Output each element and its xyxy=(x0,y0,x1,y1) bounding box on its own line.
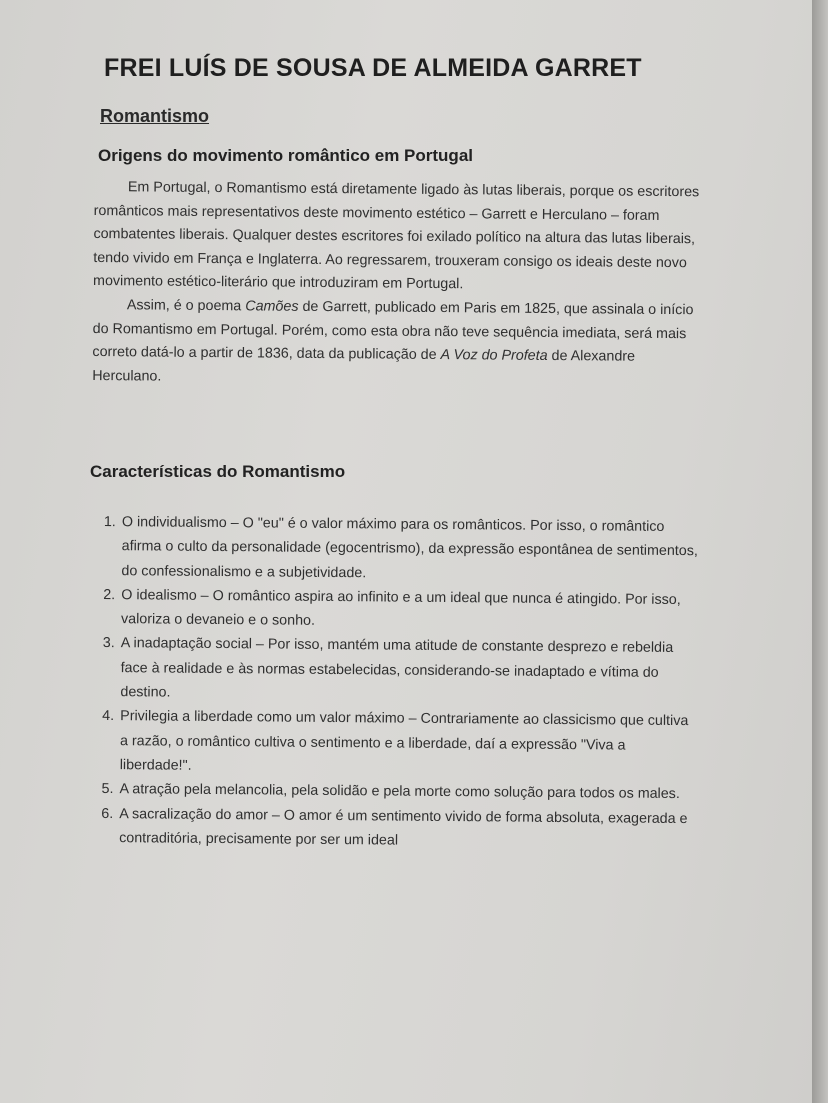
work-title-voz-do-profeta: A Voz do Profeta xyxy=(440,347,548,365)
paragraph-2-part-3: de Alexandre Herculano. xyxy=(92,348,636,385)
list-item xyxy=(102,631,699,709)
list-item-text: O idealismo – O romântico aspira ao infinito e a um ideal que nunca é atingido. Por isso, valoriza o devaneio e o sonho. xyxy=(120,587,681,630)
list-item-number: 6. xyxy=(101,805,114,822)
list-item-number: 3. xyxy=(102,635,115,652)
page-edge-shadow xyxy=(812,0,828,1103)
list-item-text: Privilegia a liberdade como um valor máximo – Contrariamente ao classicismo que cultiva a razão, o romântico cultiva o sentimento e a liberdade, daí a expressão "Viva a liberdade!". xyxy=(119,708,689,774)
paragraph-1: Em Portugal, o Romantismo está diretamente ligado às lutas liberais, porque os escritores românticos mais representativos deste movimento estético – Garrett e Herculano – foram combatentes liberais. Qualquer destes escritores foi exilado político na altura das lutas liberais, tendo vivido em França e Inglaterra. Ao regressarem, trouxeram consigo os ideais deste novo movimento estético-literário que introduziram em Portugal. xyxy=(93,179,700,293)
list-item xyxy=(103,583,699,637)
paragraph-2-part-1: Assim, é o poema xyxy=(126,297,246,315)
characteristics-heading: Características do Romantismo xyxy=(90,462,346,481)
list-item-number: 1. xyxy=(103,513,116,531)
list-item xyxy=(101,802,697,856)
section-heading-romantismo: Romantismo xyxy=(100,106,210,126)
list-item-text: A inadaptação social – Por isso, mantém uma atitude de constante desprezo e rebeldia face à realidade e às normas estabelecidas, considerando-se inadaptado e vítima do destino. xyxy=(120,635,674,701)
characteristics-list xyxy=(101,510,700,855)
list-item-number: 2. xyxy=(103,586,116,603)
list-item-text: A atração pela melancolia, pela solidão e pela morte como solução para todos os males. xyxy=(119,781,680,803)
list-item xyxy=(102,704,699,782)
list-item-number: 5. xyxy=(101,781,114,798)
list-item-number: 4. xyxy=(102,708,115,725)
list-item-text: O individualismo – O "eu" é o valor máximo para os românticos. Por isso, o romântico afirma o culto da personalidade (egocentrismo), da expressão espontânea de sentimentos, do confessionalismo e a subjetividade. xyxy=(121,514,698,581)
origins-heading: Origens do movimento romântico em Portugal xyxy=(98,146,473,165)
list-item-text: A sacralização do amor – O amor é um sentimento vivido de forma absoluta, exagerada e contraditória, precisamente por ser um ideal xyxy=(119,805,688,849)
paragraph-2-part-2: de Garrett, publicado em Paris em 1825, que assinala o início do Romantismo em Portugal. Porém, como esta obra não teve sequência imediata, será mais correto datá-lo a partir de 1836, data da publicação de xyxy=(92,298,694,364)
list-item xyxy=(103,510,700,588)
origins-body xyxy=(92,176,704,394)
paragraph-2 xyxy=(92,294,703,394)
work-title-camoes: Camões xyxy=(245,298,299,315)
document-title: FREI LUÍS DE SOUSA DE ALMEIDA GARRET xyxy=(104,54,642,82)
